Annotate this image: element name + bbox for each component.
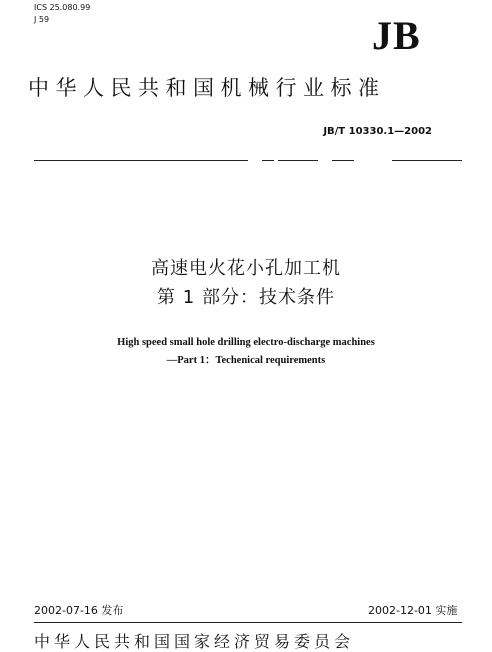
jb-logo: JB: [372, 13, 421, 58]
header-rule-segment: [278, 160, 318, 161]
header-rule-segment: [332, 160, 354, 161]
standard-code: JB/T 10330.1—2002: [323, 126, 432, 137]
document-title-en-line2: —Part 1：Techenical requirements: [166, 355, 326, 366]
issue-date: 2002-07-16 发布: [34, 604, 124, 617]
publisher-name: 中华人民共和国国家经济贸易委员会: [34, 632, 355, 651]
implementation-date: 2002-12-01 实施: [368, 604, 458, 617]
document-title-cn-line1: 高速电火花小孔加工机: [151, 258, 341, 279]
header-rule-segment: [262, 160, 274, 161]
header-rule-segment: [392, 160, 462, 161]
footer-rule: [34, 622, 462, 623]
document-title-en-line1: High speed small hole drilling electro-discharge machines: [117, 337, 375, 348]
header-rule-segment: [34, 160, 248, 161]
document-title-cn-line2: 第 1 部分：技术条件: [157, 287, 335, 308]
ics-number: ICS 25.080.99: [34, 3, 91, 12]
ccs-number: J 59: [34, 15, 50, 24]
issuer-title: 中华人民共和国机械行业标准: [28, 76, 386, 100]
